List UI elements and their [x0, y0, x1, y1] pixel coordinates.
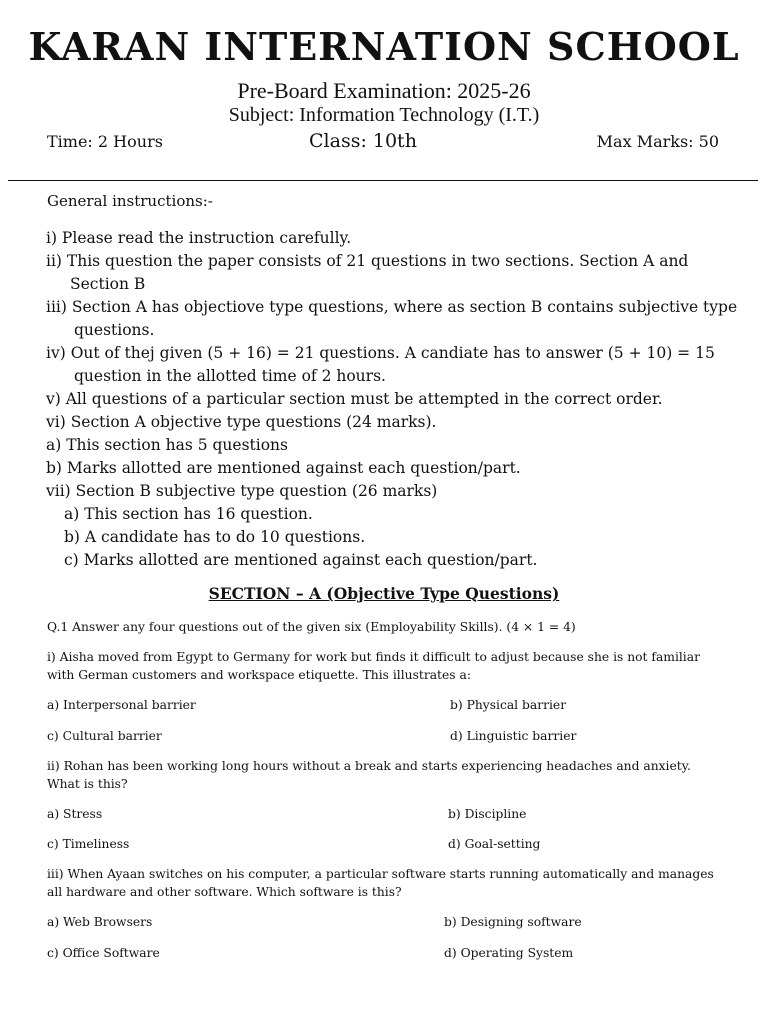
- instruction-item: iv) Out of thej given (5 + 16) = 21 questions. A candiate has to answer (5 + 10) = 15: [46, 344, 715, 362]
- exam-title: Pre-Board Examination: 2025-26: [237, 78, 531, 103]
- exam-meta-row: [47, 130, 719, 154]
- question-option: b) Physical barrier: [450, 698, 567, 712]
- instruction-item: v) All questions of a particular section must be attempted in the correct order.: [46, 390, 663, 408]
- question-option: a) Interpersonal barrier: [47, 698, 196, 712]
- instruction-item: a) This section has 5 questions: [46, 436, 288, 454]
- instruction-item: c) Marks allotted are mentioned against each question/part.: [64, 551, 538, 569]
- section-a-title: SECTION – A (Objective Type Questions): [208, 584, 560, 603]
- instruction-item: question in the allotted time of 2 hours.: [74, 367, 386, 385]
- question-option: b) Designing software: [444, 915, 582, 929]
- instruction-item: vi) Section A objective type questions (24 marks).: [46, 413, 437, 431]
- question-option: c) Cultural barrier: [47, 729, 162, 743]
- subject-line: Subject: Information Technology (I.T.): [228, 104, 540, 126]
- question-option: d) Goal-setting: [448, 837, 541, 851]
- question-option: a) Web Browsers: [47, 915, 153, 929]
- question-text: ii) Rohan has been working long hours without a break and starts experiencing headaches and anxiety. What is this?: [47, 759, 691, 791]
- school-name: KARAN INTERNATION SCHOOL: [28, 24, 740, 69]
- instruction-item: vii) Section B subjective type question (26 marks): [46, 482, 438, 500]
- instruction-item: ii) This question the paper consists of 21 questions in two sections. Section A and: [46, 252, 689, 270]
- instructions-title: General instructions:-: [47, 192, 213, 210]
- header-divider: [8, 180, 758, 181]
- time-label: Time: 2 Hours: [47, 132, 163, 151]
- instruction-item: a) This section has 16 question.: [64, 505, 313, 523]
- instruction-item: questions.: [74, 321, 155, 339]
- question-option: c) Timeliness: [47, 837, 130, 851]
- question-option: c) Office Software: [47, 946, 160, 960]
- q1-heading: Q.1 Answer any four questions out of the given six (Employability Skills). (4 × 1 = 4): [47, 620, 576, 634]
- instruction-item: b) Marks allotted are mentioned against each question/part.: [46, 459, 521, 477]
- question-option: b) Discipline: [448, 807, 527, 821]
- question-option: d) Operating System: [444, 946, 574, 960]
- question-option: a) Stress: [47, 807, 103, 821]
- instruction-item: iii) Section A has objectiove type questions, where as section B contains subjective type: [46, 298, 738, 316]
- question-option: d) Linguistic barrier: [450, 729, 577, 743]
- instructions-list: [46, 227, 736, 572]
- class-label: Class: 10th: [309, 130, 417, 152]
- question-text: iii) When Ayaan switches on his computer, a particular software starts running automatically and manages all hardware and other software. Which software is this?: [47, 867, 714, 899]
- question-text: i) Aisha moved from Egypt to Germany for work but finds it difficult to adjust because she is not familiar with German customers and workspace etiquette. This illustrates a:: [47, 650, 700, 682]
- instruction-item: Section B: [70, 275, 146, 293]
- max-marks-label: Max Marks: 50: [596, 132, 719, 151]
- instruction-item: i) Please read the instruction carefully.: [46, 229, 352, 247]
- instruction-item: b) A candidate has to do 10 questions.: [64, 528, 366, 546]
